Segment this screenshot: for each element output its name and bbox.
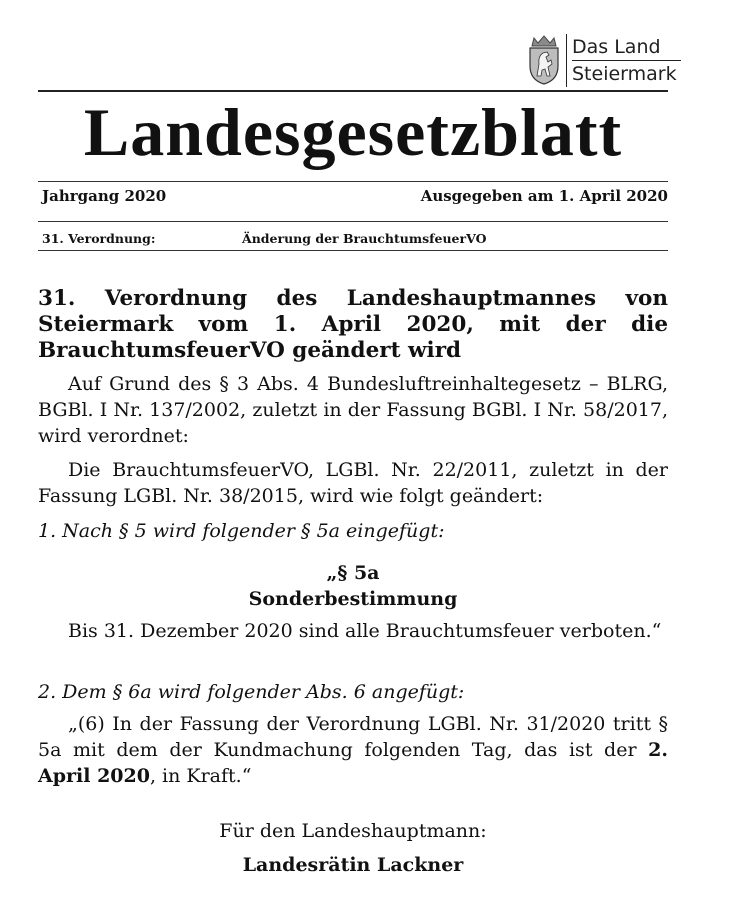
table-of-contents (42, 231, 668, 246)
signature-intro: Für den Landeshauptmann: (219, 820, 487, 842)
issue-date: Ausgegeben am 1. April 2020 (420, 187, 668, 205)
section-number: „§ 5a (326, 562, 380, 584)
logo-line-1: Das Land (572, 34, 681, 61)
effective-date-text-end: , in Kraft.“ (149, 765, 252, 787)
ordinance-title: 31. Verordnung des Landeshauptmannes von Steiermark vom 1. April 2020, mit der die BrauchtumsfeuerVO geändert wird (38, 286, 668, 363)
issue-info-rule (38, 221, 668, 222)
issue-info (42, 187, 668, 205)
das-land-steiermark-logo (526, 34, 681, 87)
signature-name: Landesrätin Lackner (242, 854, 464, 876)
toc-rule (38, 250, 668, 251)
section-text: Bis 31. Dezember 2020 sind alle Brauchtumsfeuer verboten.“ (68, 620, 662, 642)
preamble-paragraph: Auf Grund des § 3 Abs. 4 Bundesluftreinhaltegesetz – BLRG, BGBl. I Nr. 137/2002, zuletzt in der Fassung BGBl. I Nr. 58/2017, wird verordnet: (38, 373, 668, 447)
steiermark-crest-icon (526, 34, 562, 86)
toc-subject: Änderung der BrauchtumsfeuerVO (242, 231, 487, 246)
effective-date-text-start: „(6) In der Fassung der Verordnung LGBl. Nr. 31/2020 tritt § 5a mit dem der Kundmachung folgenden Tag, das ist der (38, 713, 668, 761)
logo-line-2: Steiermark (572, 63, 677, 85)
masthead-bottom-rule (38, 181, 668, 182)
masthead-title: Landesgesetzblatt (83, 94, 623, 170)
amendment-intro-paragraph: Die BrauchtumsfeuerVO, LGBl. Nr. 22/2011, zuletzt in der Fassung LGBl. Nr. 38/2015, wird wie folgt geändert: (38, 459, 668, 507)
logo-wordmark (566, 34, 681, 87)
effective-date: 2. April 2020 (38, 739, 668, 787)
section-heading: Sonderbestimmung (248, 588, 458, 610)
effective-date-paragraph (38, 711, 668, 789)
amendment-item-1: 1. Nach § 5 wird folgender § 5a eingefügt: (38, 520, 445, 542)
jahrgang: Jahrgang 2020 (42, 187, 167, 205)
amendment-item-2: 2. Dem § 6a wird folgender Abs. 6 angefügt: (38, 681, 465, 703)
toc-number: 31. Verordnung: (42, 231, 156, 246)
